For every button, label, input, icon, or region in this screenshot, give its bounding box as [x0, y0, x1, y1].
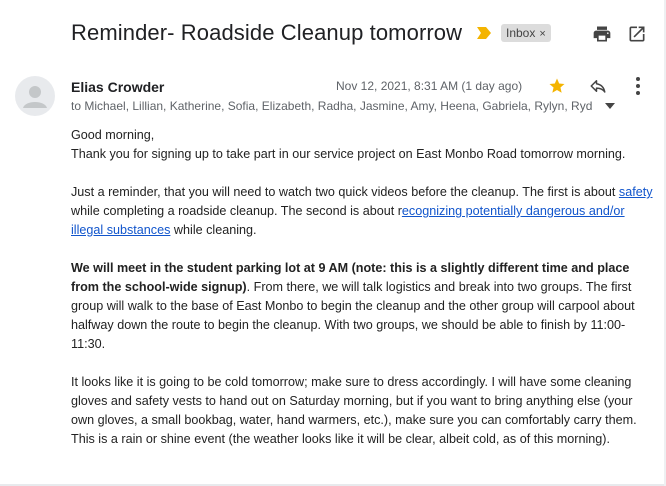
- chevron-down-icon[interactable]: [605, 102, 615, 110]
- sender-name[interactable]: Elias Crowder: [71, 79, 165, 95]
- body-line: Thank you for signing up to take part in our service project on East Monbo Road tomorrow morning.: [71, 147, 626, 161]
- email-subject: Reminder- Roadside Cleanup tomorrow: [71, 20, 463, 45]
- label-chip-inbox[interactable]: [501, 24, 551, 42]
- open-in-new-window-icon[interactable]: [627, 24, 647, 44]
- message-date: Nov 12, 2021, 8:31 AM (1 day ago): [336, 79, 523, 93]
- body-paragraph-4: [71, 373, 656, 449]
- substances-video-link[interactable]: ecognizing potentially dangerous and/or illegal substances: [71, 204, 625, 237]
- body-text: It looks like it is going to be cold tomorrow; make sure to dress accordingly. I will have some cleaning gloves and safety vests to hand out on Saturday morning, but if you want to bring anything else (your own gloves, a small bookbag, water, hand warmers, etc.), make sure you can comfortably carry them. This is a rain or shine event (the weather looks like it will be clear, albeit cold, as of this morning).: [71, 375, 637, 446]
- importance-marker-icon[interactable]: [477, 27, 491, 39]
- recipients-list: to Michael, Lillian, Katherine, Sofia, Elizabeth, Radha, Jasmine, Amy, Heena, Gabriela, Rylyn, Ryd: [71, 99, 593, 113]
- star-icon[interactable]: [548, 77, 566, 95]
- safety-video-link[interactable]: safety: [618, 185, 653, 199]
- label-chip-text: Inbox: [506, 26, 536, 40]
- more-options-icon[interactable]: [636, 77, 640, 95]
- body-text: Just a reminder, that you will need to watch two quick videos before the cleanup. The first is about: [71, 185, 619, 199]
- meeting-note-bold: We will meet in the student parking lot at 9 AM (note: this is a slightly different time and place from the school-wide signup): [71, 261, 630, 294]
- body-paragraph-3: [71, 259, 656, 354]
- subject-row: [71, 18, 666, 50]
- message-body: [71, 126, 656, 468]
- body-paragraph-1: [71, 126, 656, 164]
- body-text: while cleaning.: [170, 223, 257, 237]
- reply-icon[interactable]: [589, 77, 607, 95]
- body-text: . From there, we will talk logistics and break into two groups. The first group will walk to the base of East Monbo to begin the cleanup and the other group will carpool about halfway down the route to begin the cleanup. With two groups, we should be able to finish by 11:00-11:30.: [71, 280, 635, 351]
- print-icon[interactable]: [592, 24, 612, 44]
- body-paragraph-2: [71, 183, 656, 240]
- avatar[interactable]: [15, 76, 55, 116]
- body-text: while completing a roadside cleanup. The second is about r: [71, 204, 402, 218]
- remove-label-icon[interactable]: ×: [539, 28, 546, 40]
- avatar-icon: [15, 76, 55, 116]
- greeting: Good morning,: [71, 128, 155, 142]
